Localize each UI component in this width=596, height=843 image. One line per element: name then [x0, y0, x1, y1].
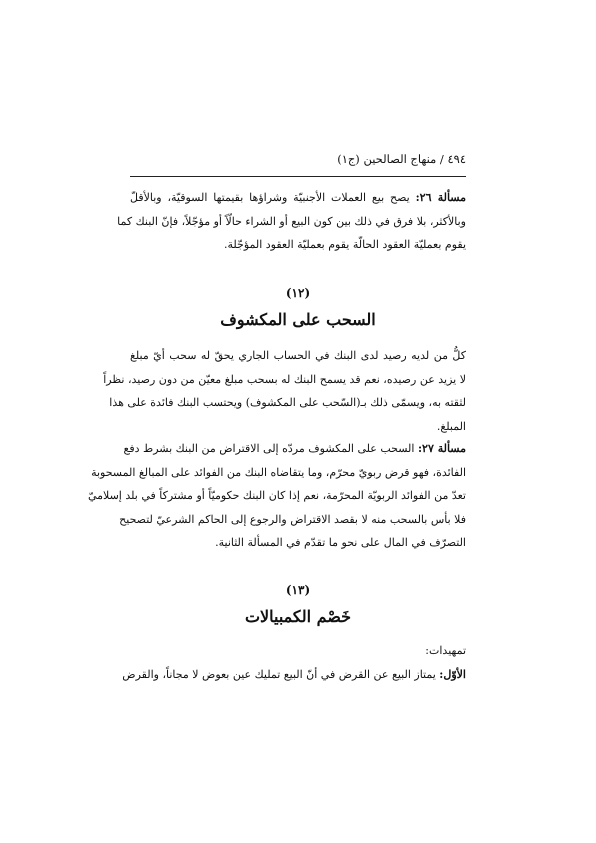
masala-26-line-1 — [130, 186, 466, 210]
masala-27-line-1-text: السحب على المكشوف مردّه إلى الاقتراض من البنك بشرط دفع — [123, 442, 415, 455]
masala-26-line-2: وبالأكثر، بلا فرق في ذلك بين كون البيع أو الشراء حالّاً أو مؤجّلاً، فإنّ البنك كما — [117, 214, 466, 228]
overdraft-line-3: لثقته به، ويسمّى ذلك بـ(السّحب على المكشوف) ويحتسب البنك فائدة على هذا — [109, 396, 466, 409]
first-point-lead: الأوّل: — [439, 668, 466, 681]
masala-26-line-3: يقوم بعمليّة العقود الحالّة يقوم بعمليّة العقود المؤجّلة. — [224, 238, 466, 251]
section-13-number: (١٣) — [285, 583, 311, 597]
masala-27-line-3: تعدّ من الفوائد الربويّة المحرّمة، نعم إذا كان البنك حكوميّاً أو مشتركاً في بلد إسلاميّ — [87, 489, 466, 502]
header-rule — [130, 176, 466, 177]
overdraft-line-1: كلُّ من لديه رصيد لدى البنك في الحساب الجاري يحقّ له سحب أيّ مبلغ — [130, 349, 466, 362]
masala-27-line-2: الفائدة، فهو قرض ربويّ محرّم، وما يتقاضاه البنك من الفوائد على المبالغ المسحوبة — [91, 465, 466, 479]
overdraft-paragraph — [103, 344, 466, 438]
masala-27-lead: مسألة ٢٧: — [417, 442, 466, 455]
first-point-line-1-text: يمتاز البيع عن القرض في أنّ البيع تمليك عين بعوض لا مجاناً، والقرض — [122, 668, 436, 681]
masala-27-line-4: فلا بأس بالسحب منه لا بقصد الاقتراض والرجوع إلى الحاكم الشرعيّ لتصحيح — [119, 512, 466, 526]
masala-26-lead: مسألة ٢٦: — [415, 191, 466, 204]
masala-27-line-1 — [123, 437, 466, 461]
preliminaries-label: تمهيدات: — [425, 644, 466, 657]
section-12-title: السحب على المكشوف — [220, 310, 376, 329]
masala-26-line-1-text: يصح بيع العملات الأجنبيّة وشراؤها بقيمتها السوقيّة، وبالأقلّ — [130, 191, 410, 204]
running-title: ٤٩٤ / منهاج الصالحين (ج١) — [337, 152, 466, 166]
first-point — [122, 663, 466, 687]
overdraft-line-4: المبلغ. — [436, 419, 466, 433]
masala-27 — [87, 437, 466, 555]
running-header — [130, 150, 466, 170]
first-point-line-1 — [122, 663, 466, 687]
section-13-title: خَصْم الكمبيالات — [244, 607, 352, 626]
masala-26 — [117, 186, 466, 257]
overdraft-line-2: لا يزيد عن رصيده، نعم قد يسمح البنك له بسحب مبلغ معيّن من دون رصيد، نظراً — [103, 372, 466, 386]
section-12-number: (١٢) — [285, 286, 311, 300]
masala-27-line-5: التصرّف في المال على نحو ما تقدّم في المسألة الثانية. — [215, 536, 466, 549]
